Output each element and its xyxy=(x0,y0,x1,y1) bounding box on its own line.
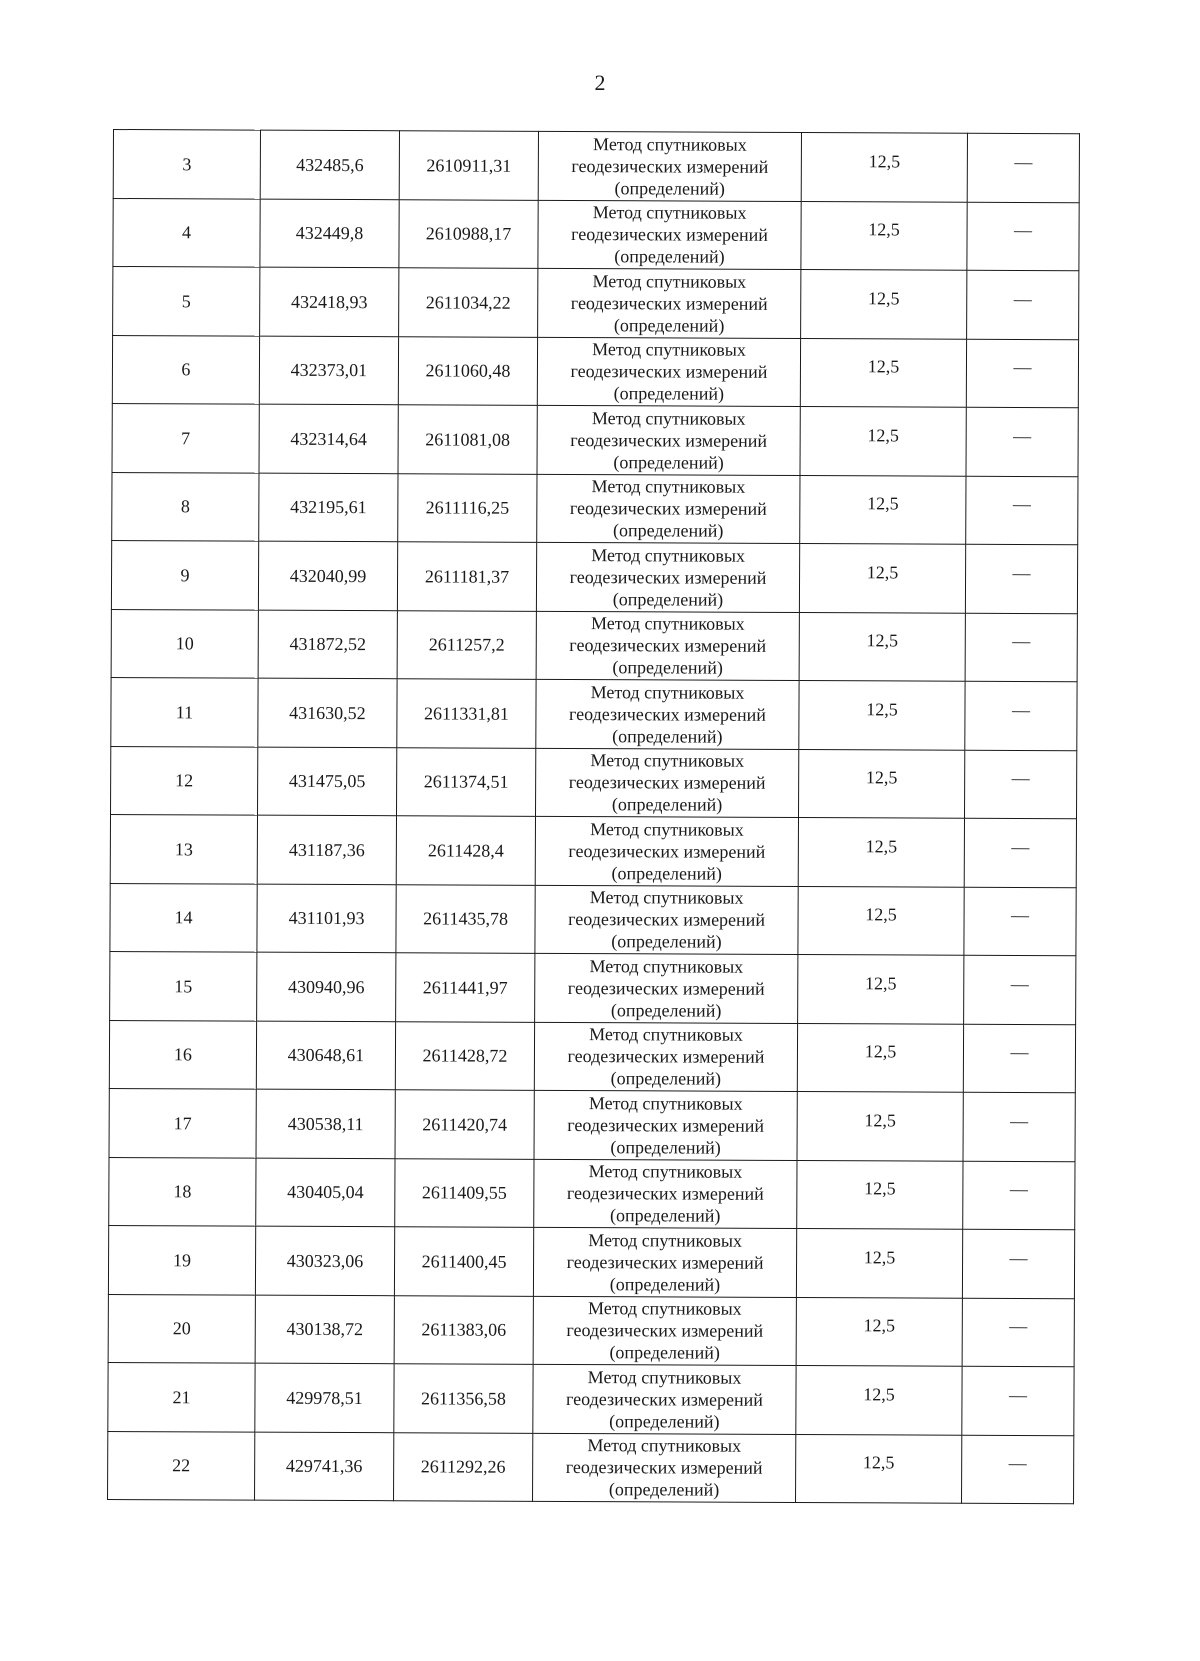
description-cell xyxy=(965,544,1077,613)
accuracy-text: 12,5 xyxy=(867,356,900,377)
description-cell xyxy=(962,1298,1074,1367)
x-coordinate-cell: 431187,36 xyxy=(257,815,396,884)
table-row xyxy=(109,1088,1075,1161)
point-number-cell: 14 xyxy=(110,883,257,952)
description-text: — xyxy=(1013,288,1032,309)
accuracy-cell xyxy=(801,201,967,270)
description-cell xyxy=(966,339,1078,408)
y-coordinate-cell: 2611374,51 xyxy=(397,747,536,816)
point-number-cell: 9 xyxy=(111,540,258,609)
coordinates-table-body xyxy=(108,130,1080,1504)
method-cell xyxy=(535,953,798,1023)
point-number-cell: 5 xyxy=(113,267,260,336)
method-cell xyxy=(536,542,799,612)
table-row xyxy=(113,267,1079,340)
point-number-cell: 15 xyxy=(110,951,257,1020)
table-row xyxy=(110,814,1076,887)
description-text: — xyxy=(1011,768,1030,789)
accuracy-cell xyxy=(800,475,966,544)
method-text: Метод спутниковых геодезических измерений (определений) xyxy=(569,476,767,541)
point-number-cell: 20 xyxy=(108,1294,255,1363)
description-cell xyxy=(962,1435,1074,1504)
accuracy-text: 12,5 xyxy=(868,151,901,172)
method-cell xyxy=(536,611,799,681)
y-coordinate-cell: 2611441,97 xyxy=(396,953,535,1022)
description-text: — xyxy=(1010,1042,1029,1063)
accuracy-cell xyxy=(800,407,966,476)
table-row xyxy=(111,540,1077,613)
method-text: Метод спутниковых геодезических измерений (определений) xyxy=(570,339,768,404)
method-cell xyxy=(534,1090,797,1160)
method-cell xyxy=(537,337,800,407)
method-cell xyxy=(534,1159,797,1229)
accuracy-text: 12,5 xyxy=(868,219,900,240)
table-row xyxy=(111,677,1077,750)
x-coordinate-cell: 432418,93 xyxy=(260,267,399,336)
y-coordinate-cell: 2611409,55 xyxy=(395,1158,534,1227)
x-coordinate-cell: 432449,8 xyxy=(260,199,399,268)
accuracy-cell xyxy=(796,1365,962,1434)
table-row xyxy=(111,609,1077,682)
description-cell xyxy=(965,613,1077,682)
description-cell xyxy=(964,887,1076,956)
table-row xyxy=(110,951,1076,1024)
method-text: Метод спутниковых геодезических измерений (определений) xyxy=(565,1366,763,1432)
accuracy-text: 12,5 xyxy=(867,288,900,309)
description-text: — xyxy=(1008,1453,1027,1474)
accuracy-text: 12,5 xyxy=(867,425,899,446)
description-cell xyxy=(965,681,1077,750)
point-number-cell: 22 xyxy=(108,1431,255,1500)
y-coordinate-cell: 2611181,37 xyxy=(397,542,536,611)
method-text: Метод спутниковых геодезических измерений (определений) xyxy=(567,955,765,1021)
method-cell xyxy=(536,679,799,749)
description-cell xyxy=(965,750,1077,819)
accuracy-text: 12,5 xyxy=(864,973,897,994)
method-cell xyxy=(538,131,801,201)
accuracy-cell xyxy=(797,1160,963,1229)
y-coordinate-cell: 2611060,48 xyxy=(398,336,537,405)
x-coordinate-cell: 430648,61 xyxy=(256,1021,395,1090)
accuracy-text: 12,5 xyxy=(866,630,899,651)
x-coordinate-cell: 429741,36 xyxy=(255,1432,394,1501)
y-coordinate-cell: 2611292,26 xyxy=(394,1432,533,1501)
table-row xyxy=(112,403,1078,476)
x-coordinate-cell: 431475,05 xyxy=(258,747,397,816)
description-text: — xyxy=(1013,425,1032,446)
y-coordinate-cell: 2611081,08 xyxy=(398,405,537,474)
point-number-cell: 19 xyxy=(108,1225,255,1294)
accuracy-cell xyxy=(797,1023,963,1092)
description-cell xyxy=(967,202,1079,271)
method-text: Метод спутниковых геодезических измерений (определений) xyxy=(567,1092,765,1158)
description-cell xyxy=(967,133,1079,202)
description-text: — xyxy=(1013,357,1032,378)
accuracy-cell xyxy=(796,1297,962,1366)
description-text: — xyxy=(1008,1384,1028,1405)
description-cell xyxy=(963,1161,1075,1230)
y-coordinate-cell: 2611428,4 xyxy=(396,816,535,885)
page-number: 2 xyxy=(594,70,606,95)
method-text: Метод спутниковых геодезических измерений (определений) xyxy=(566,1229,764,1295)
method-cell xyxy=(538,200,801,270)
description-cell xyxy=(962,1229,1074,1298)
point-number-cell: 13 xyxy=(110,814,257,883)
description-text: — xyxy=(1010,973,1029,994)
accuracy-text: 12,5 xyxy=(864,1110,896,1131)
point-number-cell: 17 xyxy=(109,1088,256,1157)
method-text: Метод спутниковых геодезических измерений (определений) xyxy=(570,270,768,336)
description-cell xyxy=(963,1092,1075,1161)
x-coordinate-cell: 430405,04 xyxy=(256,1158,395,1227)
accuracy-cell xyxy=(799,680,965,749)
method-cell xyxy=(533,1433,796,1503)
description-cell xyxy=(966,407,1078,476)
table-row xyxy=(109,1157,1075,1230)
x-coordinate-cell: 432485,6 xyxy=(260,130,399,199)
coordinates-table xyxy=(107,129,1080,1504)
y-coordinate-cell: 2611116,25 xyxy=(398,473,537,542)
y-coordinate-cell: 2611400,45 xyxy=(394,1227,533,1296)
method-text: Метод спутниковых геодезических измерений (определений) xyxy=(566,1161,764,1226)
accuracy-cell xyxy=(798,886,964,955)
x-coordinate-cell: 432195,61 xyxy=(259,473,398,542)
point-number-cell: 3 xyxy=(113,130,260,199)
method-text: Метод спутниковых геодезических измерений (определений) xyxy=(565,1435,763,1500)
table-row xyxy=(113,130,1079,203)
y-coordinate-cell: 2611383,06 xyxy=(394,1295,533,1364)
accuracy-text: 12,5 xyxy=(862,1452,895,1473)
accuracy-cell xyxy=(796,1434,962,1503)
y-coordinate-cell: 2611257,2 xyxy=(397,610,536,679)
point-number-cell: 11 xyxy=(111,677,258,746)
table-row xyxy=(108,1431,1074,1504)
method-cell xyxy=(533,1227,796,1297)
point-number-cell: 21 xyxy=(108,1362,255,1431)
method-cell xyxy=(535,816,798,886)
y-coordinate-cell: 2611331,81 xyxy=(397,679,536,748)
table-row xyxy=(108,1225,1074,1298)
method-cell xyxy=(538,268,801,338)
description-text: — xyxy=(1010,1110,1029,1131)
description-cell xyxy=(966,476,1078,545)
table-row xyxy=(111,746,1077,819)
method-text: Метод спутниковых геодезических измерений (определений) xyxy=(570,407,768,473)
accuracy-text: 12,5 xyxy=(866,562,899,583)
y-coordinate-cell: 2611420,74 xyxy=(395,1090,534,1159)
x-coordinate-cell: 432314,64 xyxy=(259,404,398,473)
point-number-cell: 4 xyxy=(113,198,260,267)
method-cell xyxy=(534,1022,797,1092)
method-text: Метод спутниковых геодезических измерений (определений) xyxy=(567,1024,765,1089)
y-coordinate-cell: 2610911,31 xyxy=(399,131,538,200)
accuracy-cell xyxy=(801,270,967,339)
method-cell xyxy=(537,405,800,475)
method-text: Метод спутниковых геодезических измерений (определений) xyxy=(568,750,766,815)
point-number-cell: 6 xyxy=(112,335,259,404)
description-cell xyxy=(963,1024,1075,1093)
accuracy-cell xyxy=(799,749,965,818)
table-row xyxy=(112,472,1078,545)
accuracy-cell xyxy=(800,338,966,407)
method-text: Метод спутниковых геодезических измерений (определений) xyxy=(571,133,769,199)
method-text: Метод спутниковых геодезических измерений (определений) xyxy=(568,681,766,747)
accuracy-text: 12,5 xyxy=(863,1315,896,1336)
description-cell xyxy=(964,955,1076,1024)
accuracy-cell xyxy=(796,1228,962,1297)
description-text: — xyxy=(1012,494,1031,515)
accuracy-cell xyxy=(799,544,965,613)
method-text: Метод спутниковых геодезических измерений (определений) xyxy=(568,887,766,952)
x-coordinate-cell: 430940,96 xyxy=(257,952,396,1021)
method-cell xyxy=(537,474,800,544)
accuracy-text: 12,5 xyxy=(864,1041,897,1062)
description-text: — xyxy=(1011,836,1030,857)
method-text: Метод спутниковых геодезических измерений (определений) xyxy=(569,544,767,610)
accuracy-text: 12,5 xyxy=(865,767,898,788)
method-text: Метод спутниковых геодезических измерений (определений) xyxy=(566,1298,764,1363)
point-number-cell: 7 xyxy=(112,403,259,472)
accuracy-cell xyxy=(801,133,967,202)
description-text: — xyxy=(1012,631,1031,652)
table-row xyxy=(112,335,1078,408)
x-coordinate-cell: 431630,52 xyxy=(258,678,397,747)
table-row xyxy=(108,1294,1074,1367)
y-coordinate-cell: 2611034,22 xyxy=(399,268,538,337)
accuracy-text: 12,5 xyxy=(867,493,899,514)
description-cell xyxy=(967,270,1079,339)
point-number-cell: 8 xyxy=(112,472,259,541)
description-text: — xyxy=(1009,1247,1028,1268)
y-coordinate-cell: 2611356,58 xyxy=(394,1364,533,1433)
x-coordinate-cell: 432040,99 xyxy=(258,541,397,610)
point-number-cell: 18 xyxy=(109,1157,256,1226)
table-row xyxy=(109,1020,1075,1093)
point-number-cell: 10 xyxy=(111,609,258,678)
description-text: — xyxy=(1009,1316,1028,1337)
description-cell xyxy=(964,818,1076,887)
accuracy-cell xyxy=(798,954,964,1023)
description-text: — xyxy=(1014,151,1033,172)
y-coordinate-cell: 2610988,17 xyxy=(399,199,538,268)
x-coordinate-cell: 430138,72 xyxy=(255,1295,394,1364)
description-text: — xyxy=(1012,562,1031,583)
accuracy-text: 12,5 xyxy=(865,836,898,857)
point-number-cell: 16 xyxy=(109,1020,256,1089)
y-coordinate-cell: 2611428,72 xyxy=(395,1021,534,1090)
x-coordinate-cell: 432373,01 xyxy=(259,336,398,405)
accuracy-cell xyxy=(797,1091,963,1160)
point-number-cell: 12 xyxy=(111,746,258,815)
x-coordinate-cell: 431872,52 xyxy=(258,610,397,679)
y-coordinate-cell: 2611435,78 xyxy=(396,884,535,953)
description-text: — xyxy=(1009,1179,1028,1200)
x-coordinate-cell: 429978,51 xyxy=(255,1363,394,1432)
x-coordinate-cell: 430538,11 xyxy=(256,1089,395,1158)
description-text: — xyxy=(1011,905,1030,926)
method-cell xyxy=(533,1296,796,1366)
accuracy-text: 12,5 xyxy=(863,1247,896,1268)
method-cell xyxy=(533,1364,796,1434)
description-text: — xyxy=(1011,699,1031,720)
method-text: Метод спутниковых геодезических измерений (определений) xyxy=(571,202,769,267)
method-cell xyxy=(536,748,799,818)
method-text: Метод спутниковых геодезических измерений (определений) xyxy=(568,818,766,884)
accuracy-cell xyxy=(799,612,965,681)
accuracy-text: 12,5 xyxy=(863,1384,895,1405)
accuracy-text: 12,5 xyxy=(864,1178,896,1199)
description-text: — xyxy=(1014,220,1033,241)
accuracy-text: 12,5 xyxy=(865,904,897,925)
accuracy-cell xyxy=(798,817,964,886)
accuracy-text: 12,5 xyxy=(866,699,898,720)
description-cell xyxy=(962,1366,1074,1435)
x-coordinate-cell: 431101,93 xyxy=(257,884,396,953)
table-row xyxy=(108,1362,1074,1435)
method-text: Метод спутниковых геодезических измерений (определений) xyxy=(569,613,767,678)
table-row xyxy=(110,883,1076,956)
x-coordinate-cell: 430323,06 xyxy=(255,1226,394,1295)
method-cell xyxy=(535,885,798,955)
table-row xyxy=(113,198,1079,271)
